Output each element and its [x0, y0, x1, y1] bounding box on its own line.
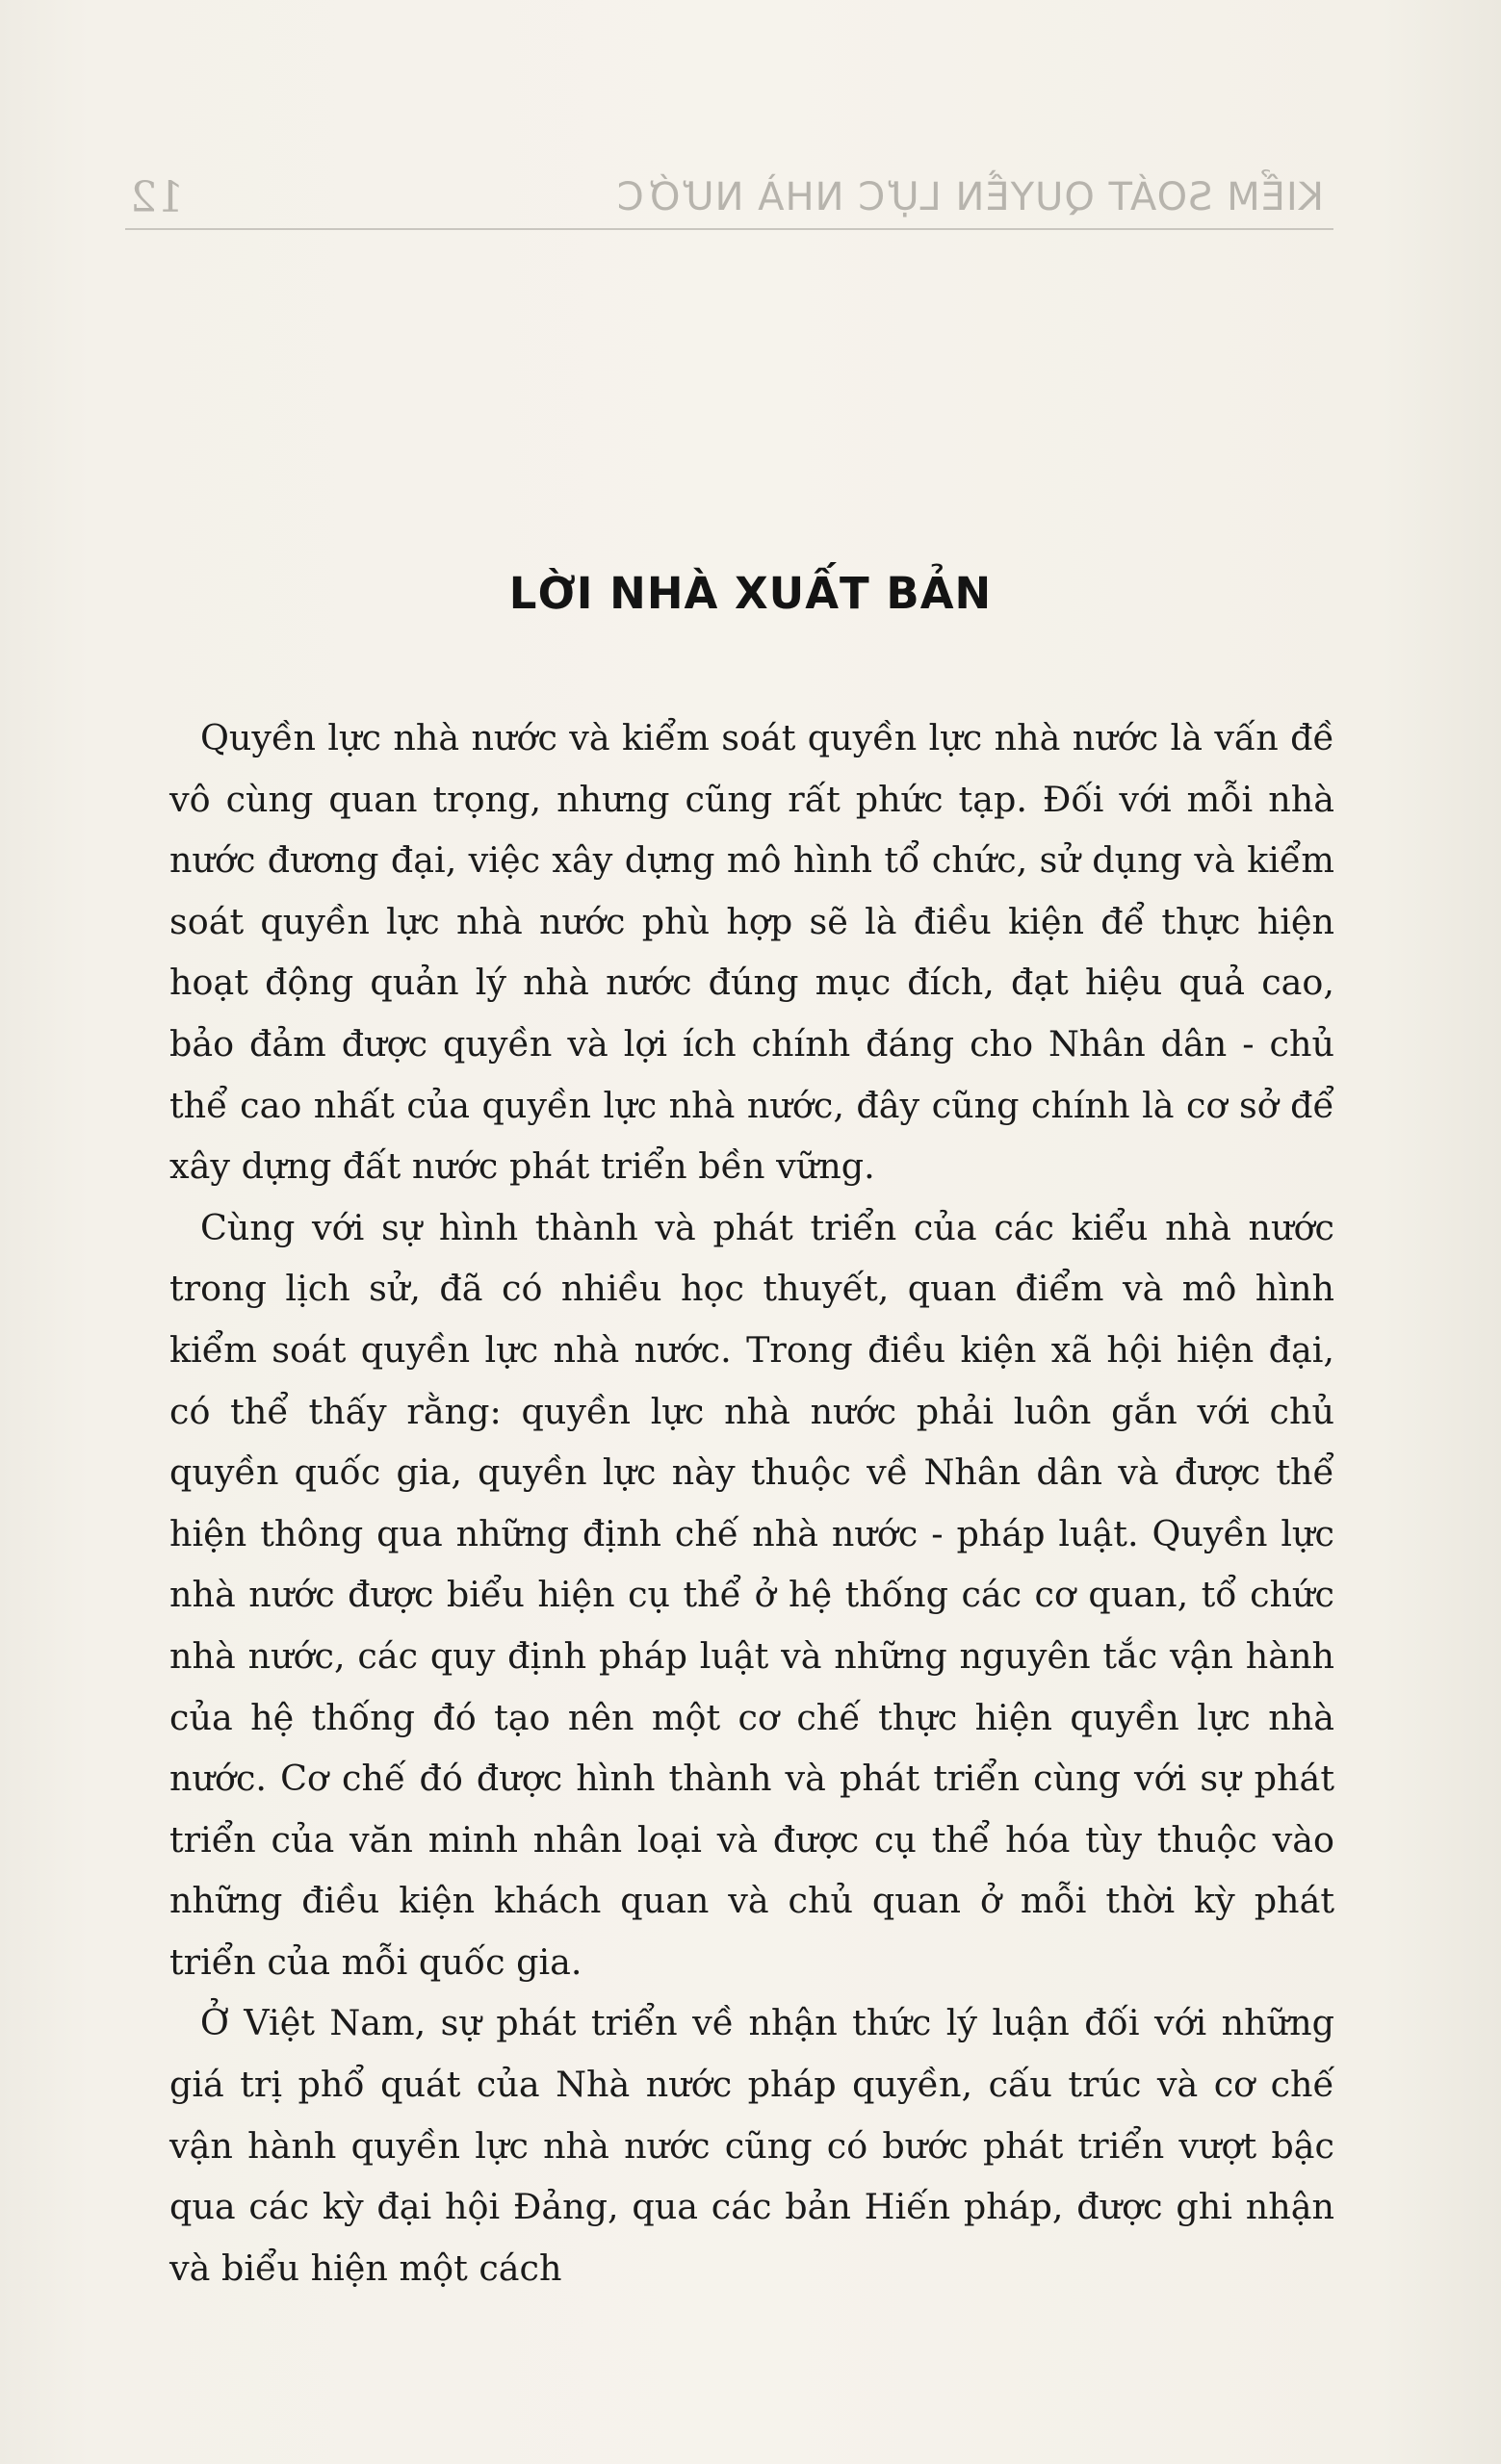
bleed-header-rule [125, 228, 1333, 230]
paragraph-1: Quyền lực nhà nước và kiểm soát quyền lực nhà nước là vấn đề vô cùng quan trọng, nhưng cũng rất phức tạp. Đối với mỗi nhà nước đương đại, việc xây dựng mô hình tổ chức, sử dụng và kiểm soát quyền lực nhà nước phù hợp sẽ là điều kiện để thực hiện hoạt động quản lý nhà nước đúng mục đích, đạt hiệu quả cao, bảo đảm được quyền và lợi ích chính đáng cho Nhân dân - chủ thể cao nhất của quyền lực nhà nước, đây cũng chính là cơ sở để xây dựng đất nước phát triển bền vững. [169, 717, 1334, 1188]
page-title: LỜI NHÀ XUẤT BẢN [508, 568, 993, 619]
bleed-page-number: 12 [130, 173, 184, 222]
bleed-header-title: KIỂM SOÁT QUYỀN LỰC NHÀ NƯỚC [615, 175, 1324, 219]
body-text [169, 707, 1334, 2298]
bleed-through-header [120, 166, 1333, 233]
paragraph-2: Cùng với sự hình thành và phát triển của các kiểu nhà nước trong lịch sử, đã có nhiều học thuyết, quan điểm và mô hình kiểm soát quyền lực nhà nước. Trong điều kiện xã hội hiện đại, có thể thấy rằng: quyền lực nhà nước phải luôn gắn với chủ quyền quốc gia, quyền lực này thuộc về Nhân dân và được thể hiện thông qua những định chế nhà nước - pháp luật. Quyền lực nhà nước được biểu hiện cụ thể ở hệ thống các cơ quan, tổ chức nhà nước, các quy định pháp luật và những nguyên tắc vận hành của hệ thống đó tạo nên một cơ chế thực hiện quyền lực nhà nước. Cơ chế đó được hình thành và phát triển cùng với sự phát triển của văn minh nhân loại và được cụ thể hóa tùy thuộc vào những điều kiện khách quan và chủ quan ở mỗi thời kỳ phát triển của mỗi quốc gia. [169, 1206, 1334, 1983]
paragraph-3: Ở Việt Nam, sự phát triển về nhận thức lý luận đối với những giá trị phổ quát của Nhà nước pháp quyền, cấu trúc và cơ chế vận hành quyền lực nhà nước cũng có bước phát triển vượt bậc qua các kỳ đại hội Đảng, qua các bản Hiến pháp, được ghi nhận và biểu hiện một cách [169, 2002, 1334, 2289]
